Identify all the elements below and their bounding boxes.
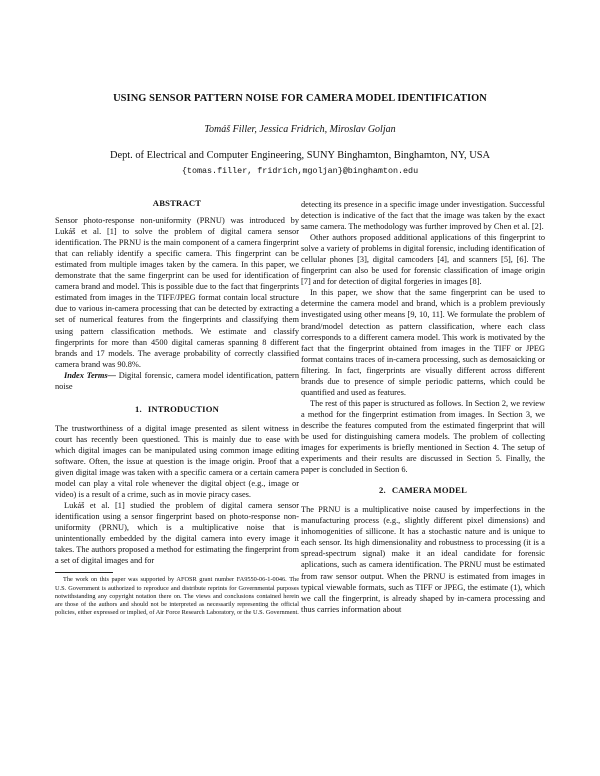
section-1-title: INTRODUCTION bbox=[147, 403, 220, 414]
abstract-text: Sensor photo-response non-uniformity (PRNU) was introduced by Lukáš et al. [1] to solve the problem of digital camera sensor identification. The PRNU is the main component of a camera fingerprint that can reliably identify a specific camera. This fingerprint can be estimated from multiple images taken by the camera. In this paper, we demonstrate that the same fingerprint can be used for identification of camera brand and model. This is possible due to the fact that fingerprints estimated from images in the TIFF/JPEG format contain local structure due to various in-camera processing that can be detected by extracting a set of numerical features from the fingerprints and classifying them using pattern classification methods. We estimate and classify fingerprints for more than 4500 digital cameras spanning 8 different brands and 17 models. The average probability of correctly classified camera brand was 90.8%. bbox=[55, 216, 299, 369]
affiliation: Dept. of Electrical and Computer Engineering, SUNY Binghamton, Binghamton, NY, USA bbox=[109, 150, 491, 161]
section-2-heading bbox=[301, 485, 545, 496]
footnote-text: The work on this paper was supported by AFOSR grant number FA9550-06-1-0046. The U.S. Government is authorized to reproduce and distribute reprints for Governmental purposes notwithstanding any copyright notation there on. The views and conclusions contained herein are those of the authors and should not be interpreted as necessarily representing the official policies, either expressed or implied, of Air Force Research Laboratory, or the U.S. Government. bbox=[55, 576, 299, 616]
intro-paragraph-1: The trustworthiness of a digital image presented as silent witness in court has recently been questioned. This is mainly due to ease with which digital images can be manipulated using common image editing software. Often, the issue at question is the image origin. Proof that a given digital image was taken with a specific camera or a certain camera model can play a vital role whenever the digital object (e.g., image or video) is a result of a crime, such as in movie piracy cases. bbox=[55, 423, 299, 500]
section-1-heading bbox=[55, 404, 299, 415]
intro-paragraph-2: Lukáš et al. [1] studied the problem of digital camera sensor identification using a sensor fingerprint based on photo-response non-uniformity (PRNU), which is a multiplicative noise that is unintentionally embedded by the digital camera into every image it takes. The authors proposed a method for estimating the fingerprint from a set of digital images and for bbox=[55, 501, 299, 566]
intro-paragraph-4: Other authors proposed additional applications of this fingerprint to solve a variety of problems in digital forensic, including identification of cellular phones [3], digital camcoders [4], and scanners [5], [6]. The fingerprint can also be used for forensic classification of image origin [7] and for detection of digital forgeries in images [8]. bbox=[301, 233, 545, 287]
section-2-title: CAMERA MODEL bbox=[391, 485, 468, 496]
author-emails: {tomas.filler, fridrich,mgoljan}@binghamton.edu bbox=[181, 166, 419, 176]
section-2-number: 2. bbox=[378, 485, 386, 496]
footnote-rule bbox=[55, 572, 113, 573]
intro-paragraph-3: detecting its presence in a specific image under investigation. Successful detection is indicative of the fact that the image was taken by the exact same camera. The methodology was further improved by Chen et al. [2]. bbox=[301, 200, 545, 232]
intro-paragraph-5: In this paper, we show that the same fingerprint can be used to determine the camera model and brand, which is a problem previously investigated using other means [9, 10, 11]. We formulate the problem of brand/model detection as pattern classification, where each class corresponds to a different camera model. This work is motivated by the fact that the fingerprint obtained from images in the TIFF or JPEG format contains traces of in-camera processing, such as demosaicking or filtering. In fact, fingerprints are visually different across different brands due to presence of simple periodic patterns, which could be quantified and used as features. bbox=[301, 288, 545, 397]
author-list: Tomáš Filler, Jessica Fridrich, Miroslav Goljan bbox=[204, 124, 396, 135]
index-terms-text: Digital forensic, camera model identification, pattern noise bbox=[55, 370, 299, 391]
index-terms bbox=[55, 370, 299, 392]
section-1-number: 1. bbox=[134, 403, 142, 414]
camera-model-paragraph-1: The PRNU is a multiplicative noise caused by imperfections in the manufacturing process (e.g., slightly different pixel dimensions) and inhomogenities of sillicone. It has a stochastic nature and is unique to each sensor. Its high dimensionality and robustness to processing (it is a spread-spectrum signal) make it an ideal candidate for forensic aplications, such as camera identification. The PRNU must be estimated from raw sensor output. When the PRNU is estimated from images in typical viewable formats, such as TIFF or JPEG, the estimate (1), which we call the fingerprint, is already shaped by in-camera processing and thus carries information about bbox=[301, 505, 545, 614]
right-column bbox=[301, 199, 545, 615]
paper-title: USING SENSOR PATTERN NOISE FOR CAMERA MODEL IDENTIFICATION bbox=[113, 93, 487, 104]
abstract-heading: ABSTRACT bbox=[152, 198, 202, 208]
left-column bbox=[55, 198, 299, 617]
index-terms-label: Index Terms— bbox=[64, 370, 116, 380]
footnote bbox=[55, 576, 299, 616]
intro-paragraph-6: The rest of this paper is structured as follows. In Section 2, we review a method for the fingerprint estimation from images. In Section 3, we describe the features computed from the estimated fingerprint that will be used for distinguishing camera models. The problem of collecting images for experiments is briefly mentioned in Section 4. The setup of experiments and their results are discussed in Section 5. Finally, the paper is concluded in Section 6. bbox=[301, 398, 545, 475]
